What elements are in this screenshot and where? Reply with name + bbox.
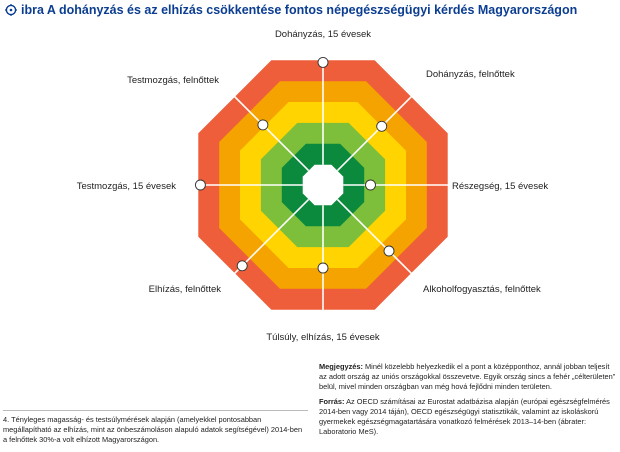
source-text: Az OECD számításai az Eurostat adatbázisa alapján (európai egészségfelmérés 2014-ben vagy 2014 táján), OECD egészségügyi statisztikák, valamint az iskoláskorú gyermekek egészségmagatartására vonatkozó felmérések 2013–14-ben (ábrater: Laboratorio MeS). bbox=[319, 397, 610, 436]
note-paragraph bbox=[319, 362, 617, 392]
note-label: Megjegyzés: bbox=[319, 362, 363, 371]
radar-point bbox=[318, 57, 328, 67]
source-paragraph bbox=[319, 397, 617, 437]
radar-axis-label: Részegség, 15 évesek bbox=[452, 181, 549, 192]
radar-axis-label: Testmozgás, felnőttek bbox=[127, 75, 219, 86]
radar-axis-label: Túlsúly, elhízás, 15 évesek bbox=[266, 332, 380, 343]
radar-point bbox=[237, 261, 247, 271]
radar-chart bbox=[0, 20, 620, 362]
footnote bbox=[3, 410, 308, 445]
radar-center-target bbox=[303, 165, 344, 206]
figure-title bbox=[5, 3, 577, 17]
note-text: Minél közelebb helyezkedik el a pont a középponthoz, annál jobban teljesít az adott ország az uniós országokkal összevetve. Egyik ország sincs a fehér „célterületen” belül, mivel minden országban van még hová fejlődni minden területen. bbox=[319, 362, 616, 391]
radar-axis-label: Dohányzás, 15 évesek bbox=[274, 29, 372, 40]
footnote-text: 4. Tényleges magasság- és testsúlymérések alapján (amelyekkel pontosabban megállapítható az elhízás, mint az önbeszámoláson alapuló adatok segítségével) 2014-ben a felnőttek 30%-a volt elhízott Magyarországon. bbox=[3, 415, 303, 444]
radar-point bbox=[195, 180, 205, 190]
compass-icon bbox=[5, 4, 17, 16]
source-label: Forrás: bbox=[319, 397, 345, 406]
radar-axis-label: Elhízás, felnőttek bbox=[148, 284, 221, 295]
radar-point bbox=[318, 263, 328, 273]
radar-axis-label: Dohányzás, felnőttek bbox=[426, 69, 515, 80]
chart-notes bbox=[319, 362, 617, 442]
radar-axis-label: Testmozgás, 15 évesek bbox=[76, 181, 176, 192]
radar-point bbox=[384, 246, 394, 256]
radar-point bbox=[258, 120, 268, 130]
radar-point bbox=[377, 121, 387, 131]
radar-point bbox=[366, 180, 376, 190]
title-text: ibra A dohányzás és az elhízás csökkentése fontos népegészségügyi kérdés Magyarországon bbox=[21, 3, 578, 17]
radar-axis-label: Alkoholfogyasztás, felnőttek bbox=[423, 284, 541, 295]
